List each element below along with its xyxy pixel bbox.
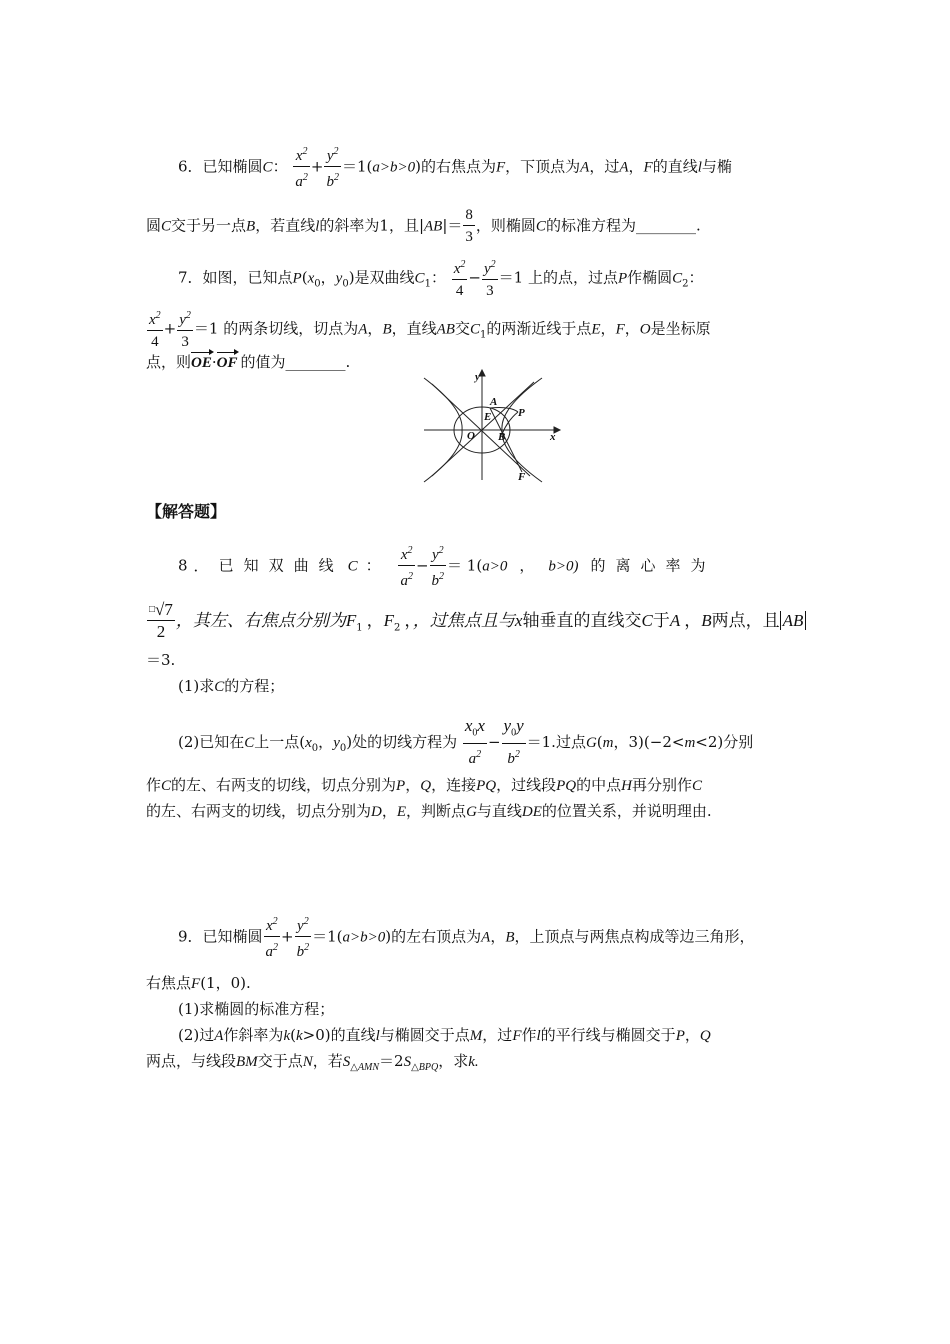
section-heading: 【解答题】: [146, 502, 227, 521]
q8-part1: (1)求C的方程；: [178, 677, 285, 695]
q9-line2: 右焦点F(1，0).: [146, 974, 251, 992]
q8-part2: (2)已知在C上一点($x_0$，$y_0$)处的切线方程为 $\frac{x_0x}{a^2}$ − $\frac{y_0y}{b^2}$ ＝1.过点G(m，3)(−2<m<2)分别: [178, 716, 753, 770]
fraction-x2-a2: $\frac{x^2}{a^2}$: [293, 142, 310, 193]
q7-line3: 点，则OE·OF 的值为________.: [146, 353, 351, 371]
asymptote-1: [432, 382, 534, 476]
fraction-sqrt7-2: $\frac{^□√7}{2}$: [149, 600, 173, 641]
fraction-y2-3-b: $\frac{y^2}{3}$: [177, 306, 193, 353]
fraction-x2-4: $\frac{x^2}{4}$: [452, 255, 468, 302]
fraction-y2-b2: $\frac{y^2}{b^2}$: [324, 142, 341, 193]
hyperbola-ellipse-figure: [422, 368, 562, 484]
fraction-x0x-a2: $\frac{x_0x}{a^2}$: [463, 716, 487, 770]
q9-line4: 两点，与线段BM交于点N，若$S_{\triangle AMN}=2S_{\triangle BPQ}$，求k.: [146, 1052, 479, 1073]
fraction-y2-b2-q8: $\frac{y^2}{b^2}$: [430, 541, 447, 592]
label-B: B: [498, 431, 506, 443]
q6-line2: 圆C交于另一点B，若直线l的斜率为1，且|AB|＝ $\frac{8}{3}$ ，则椭圆C的标准方程为________.: [146, 205, 701, 248]
label-O: O: [467, 430, 475, 442]
fraction-x2-a2-q8: $\frac{x^2}{a^2}$: [398, 541, 415, 592]
q9-part2: (2)过A作斜率为k(k>0)的直线l与椭圆交于点M，过F作l的平行线与椭圆交于P，Q: [178, 1026, 711, 1044]
vector-OE: OE: [191, 355, 212, 371]
q8-line6: 的左、右两支的切线，切点分别为D，E，判断点G与直线DE的位置关系，并说明理由.: [146, 802, 712, 820]
q7-line2: $\frac{x^2}{4}$ + $\frac{y^2}{3}$ ＝1 的两条切线，切点为A，B，直线AB交$C_1$的两渐近线于点E，F，O是坐标原: [146, 306, 711, 353]
y-axis-arrow: [479, 370, 485, 376]
q6-line1: 6．已知椭圆C： $\frac{x^2}{a^2}$ + $\frac{y^2}{b^2}$ ＝1(a>b>0)的右焦点为F，下顶点为A，过A，F的直线l与椭: [178, 142, 732, 193]
q8-line5: 作C的左、右两支的切线，切点分别为P，Q，连接PQ，过线段PQ的中点H再分别作C: [146, 776, 702, 794]
label-x: x: [550, 431, 556, 443]
fraction-y2-b2-q9: $\frac{y^2}{b^2}$: [295, 912, 312, 963]
fraction-8-3: $\frac{8}{3}$: [463, 205, 475, 248]
q7-line1: 7．如图，已知点$P(x_0$，$y_0$)是双曲线$C_1$： $\frac{x^2}{4}$ − $\frac{y^2}{3}$ ＝1 上的点，过点P作椭圆$C_2$：: [178, 255, 704, 302]
q8-line1: 8 ． 已 知 双 曲 线 C ： $\frac{x^2}{a^2}$ − $\frac{y^2}{b^2}$ ＝ 1(a>0 ， b>0) 的 离 心 率 为: [178, 541, 706, 592]
vector-OF: OF: [216, 355, 238, 371]
label-F: F: [518, 471, 526, 483]
q9-part1: (1)求椭圆的标准方程；: [178, 1000, 335, 1018]
label-E: E: [484, 411, 492, 423]
label-y: y: [475, 371, 480, 383]
q8-line3: ＝3.: [146, 651, 176, 669]
fraction-x2-4-b: $\frac{x^2}{4}$: [147, 306, 163, 353]
label-A: A: [490, 396, 498, 408]
fraction-y2-3: $\frac{y^2}{3}$: [482, 255, 498, 302]
fraction-y0y-b2: $\frac{y_0y}{b^2}$: [502, 716, 526, 770]
q9-line1: 9．已知椭圆 $\frac{x^2}{a^2}$ + $\frac{y^2}{b^2}$ ＝1(a>b>0)的左右顶点为A，B，上顶点与两焦点构成等边三角形，: [178, 912, 755, 963]
label-P: P: [518, 407, 525, 419]
q8-line2: $\frac{^□√7}{2}$ ，其左、右焦点分别为$F_1$ ，$F_2$ ，，过焦点且与x轴垂直的直线交C于A ，B两点，且 AB: [146, 600, 806, 643]
fraction-x2-a2-q9: $\frac{x^2}{a^2}$: [264, 912, 281, 963]
